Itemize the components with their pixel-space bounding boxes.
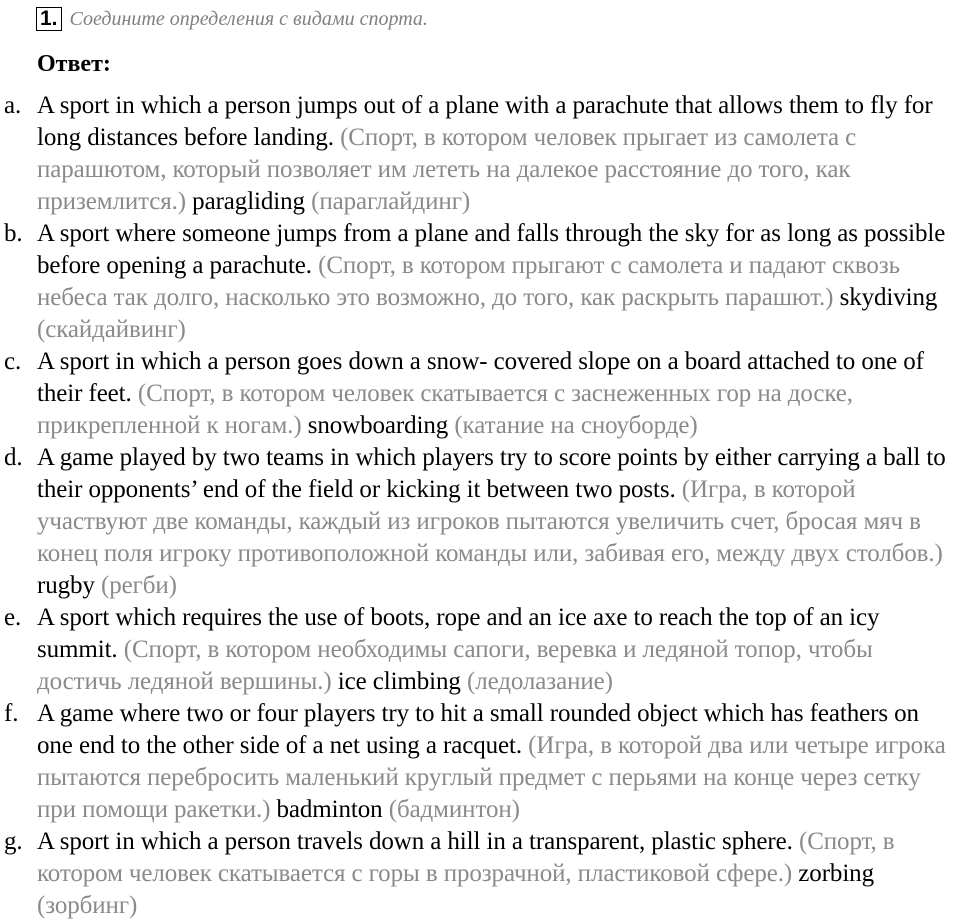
list-item [0,90,960,218]
english-answer: paragliding [192,188,305,215]
english-definition: A sport in which a person jumps out of a plane with a parachute that allows them to fly for long distances before landing. [37,92,933,151]
russian-answer: (катание на сноуборде) [454,412,698,439]
item-marker: c. [4,348,22,375]
english-answer: zorbing [798,860,874,887]
list-item [0,698,960,826]
task-header [36,4,428,34]
item-marker: d. [4,444,23,471]
english-definition: A game where two or four players try to hit a small rounded object which has feathers on one end to the other side of a net using a racquet. [37,700,919,759]
list-item [0,346,960,442]
english-answer: rugby [37,572,95,599]
item-marker: a. [4,92,22,119]
english-definition: A game played by two teams in which players try to score points by either carrying a ball to their opponents’ end of the field or kicking it between two posts. [37,444,946,503]
list-item [0,826,960,922]
russian-definition: (Спорт, в котором необходимы сапоги, веревка и ледяной топор, чтобы достичь ледяной вершины.) [37,636,873,695]
english-answer: badminton [276,796,383,823]
russian-definition: (Спорт, в котором прыгают с самолета и падают сквозь небеса так долго, насколько это возможно, до того, как раскрыть парашют.) [37,252,900,311]
answer-list [0,90,960,922]
russian-answer: (регби) [100,572,177,599]
task-number: 1. [36,7,62,31]
russian-definition: (Игра, в которой два или четыре игрока пытаются перебросить маленький круглый предмет с перьями на конце через сетку при помощи ракетки.) [37,732,946,823]
russian-definition: (Спорт, в котором человек скатывается с горы в прозрачной, пластиковой сфере.) [37,828,895,887]
english-definition: A sport which requires the use of boots, rope and an ice axe to reach the top of an icy summit. [37,604,880,663]
item-marker: e. [4,604,22,631]
list-item [0,218,960,346]
russian-answer: (бадминтон) [388,796,520,823]
russian-definition: (Игра, в которой участвуют две команды, каждый из игроков пытаются увеличить счет, бросая мяч в конец поля игроку противоположной команды или, забивая его, между двух столбов.) [37,476,943,567]
english-answer: snowboarding [307,412,449,439]
english-definition: A sport where someone jumps from a plane and falls through the sky for as long as possible before opening a parachute. [37,220,946,279]
russian-answer: (зорбинг) [37,892,138,919]
russian-answer: (скайдайвинг) [37,316,186,343]
russian-definition: (Спорт, в котором человек прыгает из самолета с парашютом, который позволяет им лететь на далекое расстояние до того, как приземлится.) [37,124,857,215]
item-marker: g. [4,828,23,855]
english-definition: A sport in which a person travels down a hill in a transparent, plastic sphere. [37,828,793,855]
russian-answer: (параглайдинг) [311,188,471,215]
item-marker: f. [4,700,19,727]
english-answer: ice climbing [337,668,461,695]
item-marker: b. [4,220,23,247]
russian-definition: (Спорт, в котором человек скатывается с заснеженных гор на доске, прикрепленной к ногам.) [37,380,853,439]
list-item [0,442,960,602]
answer-label: Ответ: [37,51,111,77]
russian-answer: (ледолазание) [466,668,613,695]
english-answer: skydiving [839,284,938,311]
english-definition: A sport in which a person goes down a snow- covered slope on a board attached to one of their feet. [37,348,924,407]
list-item [0,602,960,698]
task-instruction: Соедините определения с видами спорта. [69,7,428,30]
